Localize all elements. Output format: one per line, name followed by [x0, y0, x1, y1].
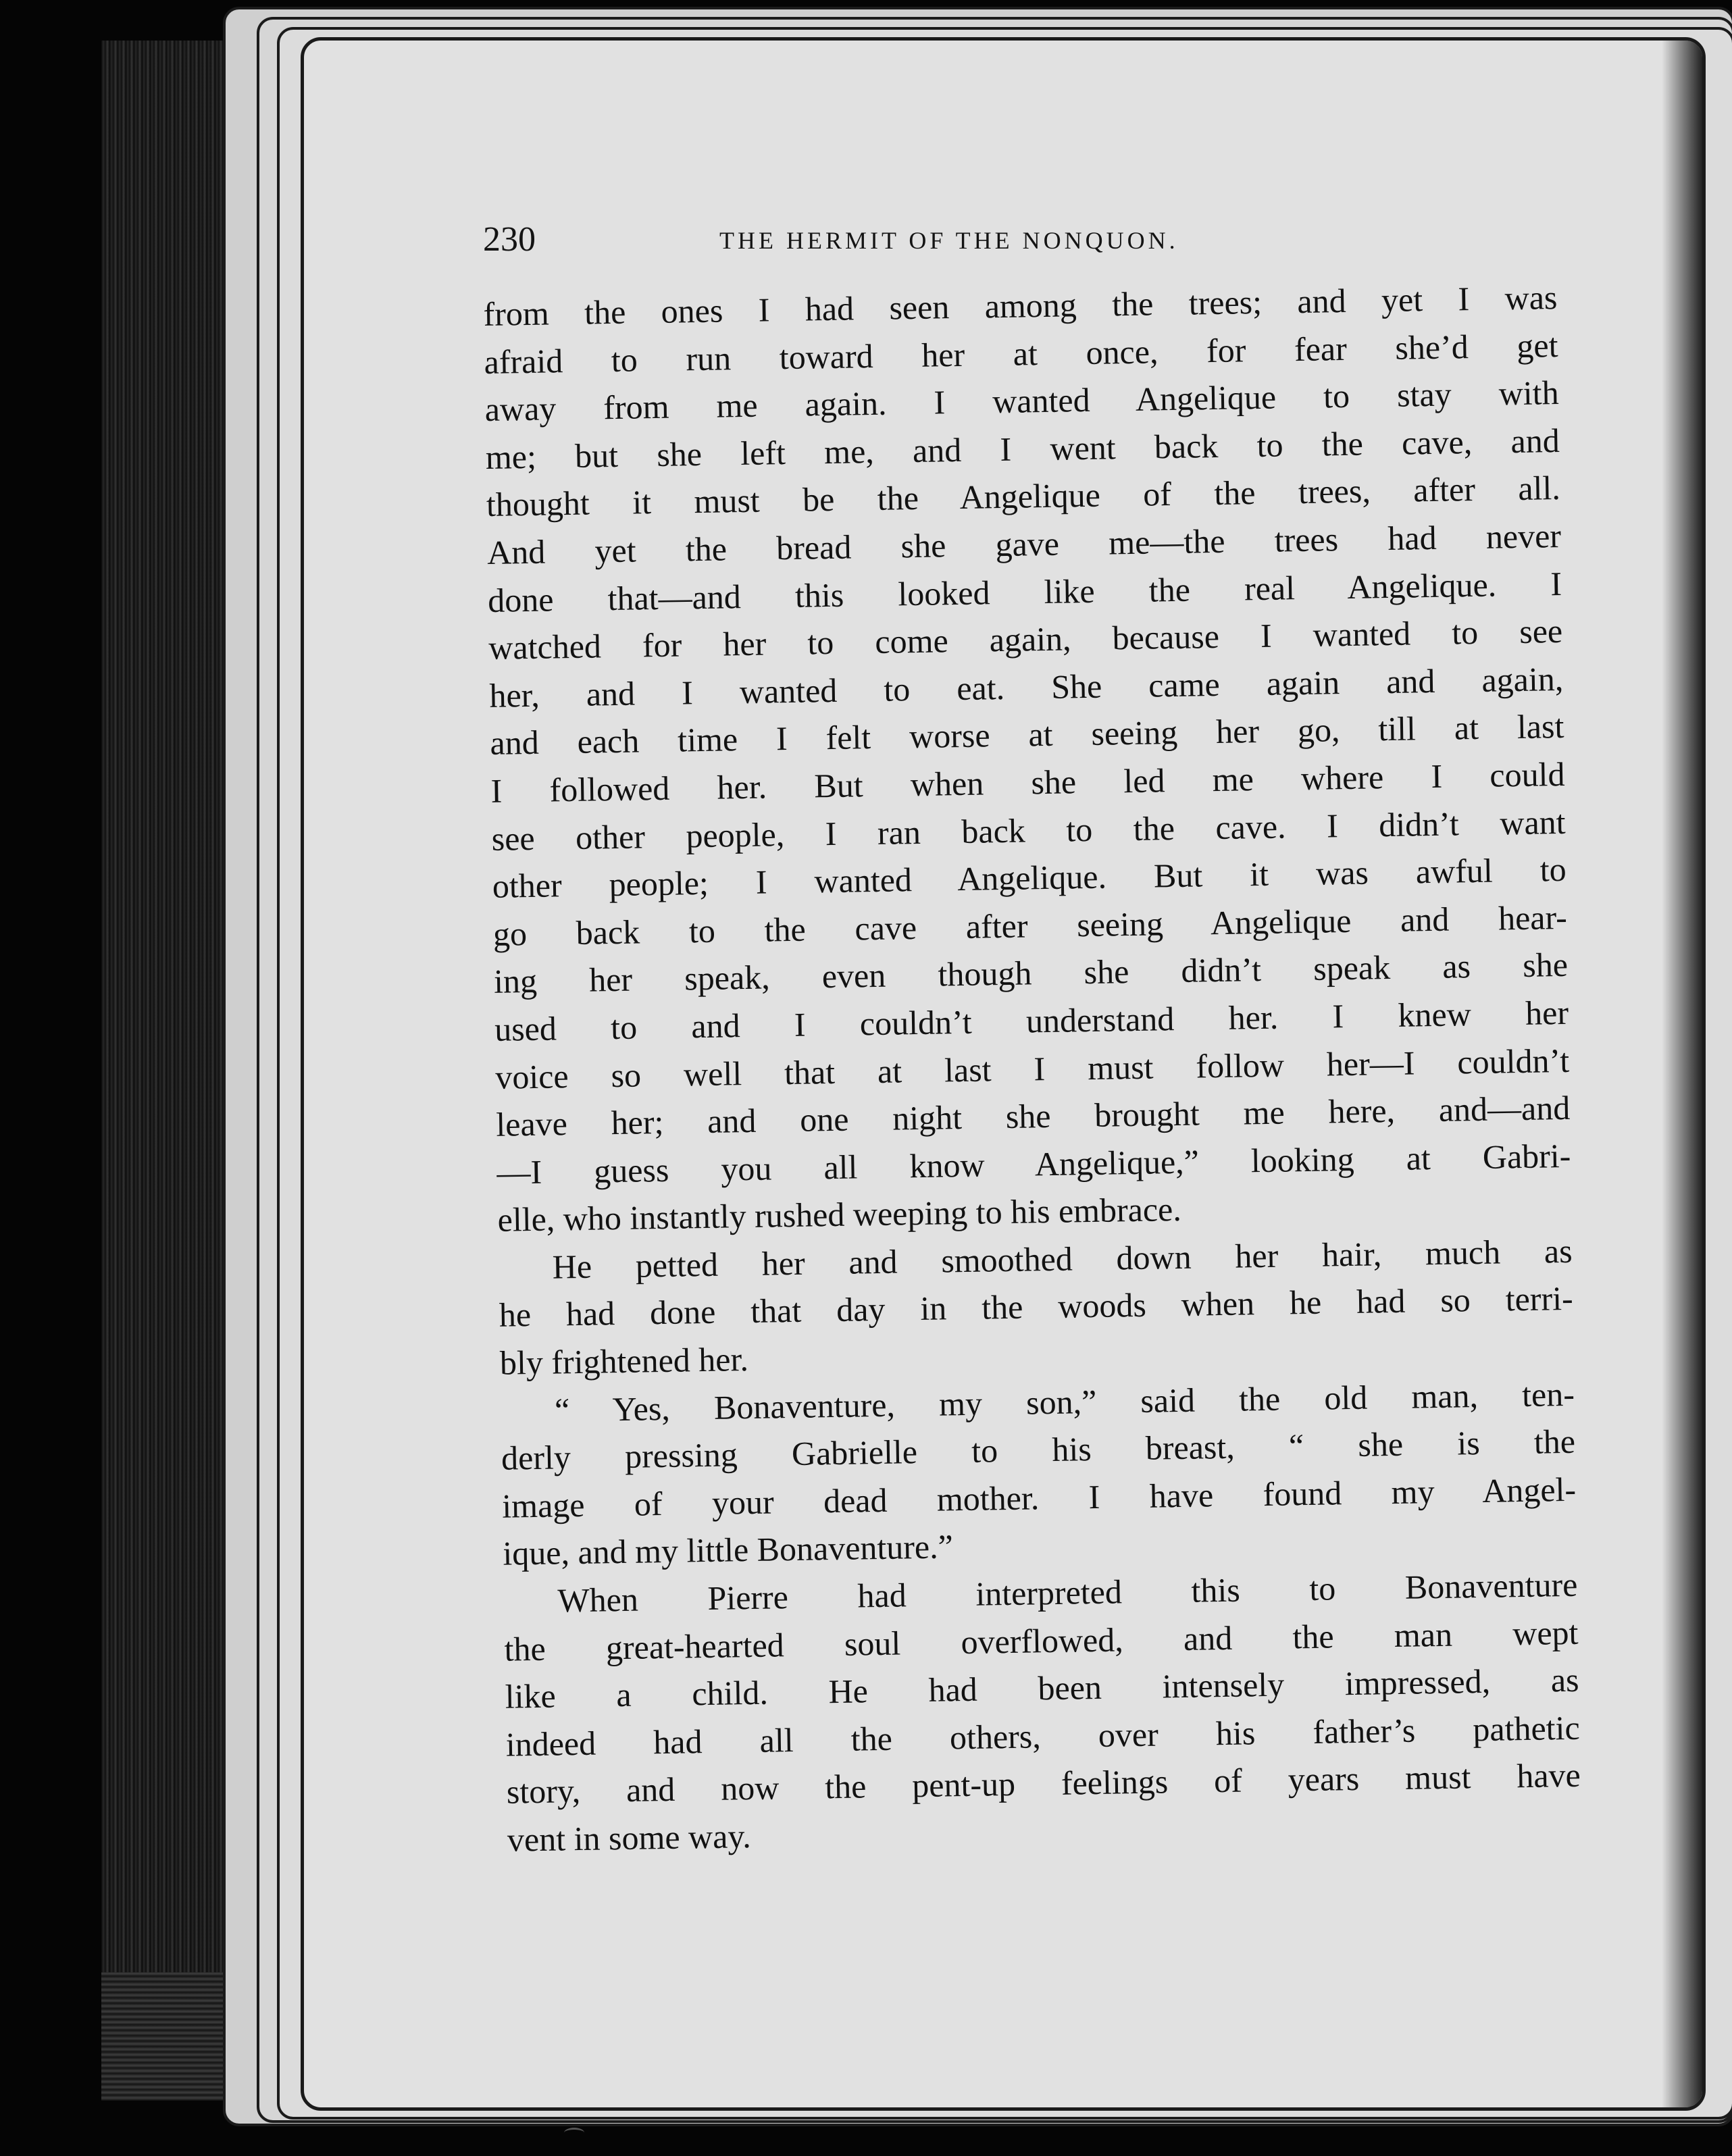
running-head — [483, 213, 1645, 267]
text-line: the great-hearted soul overflowed, and the man wept — [504, 1613, 1579, 1668]
text-line: When Pierre had interpreted this to Bonaventure — [557, 1565, 1578, 1620]
text-line: bly frightened her. — [499, 1340, 749, 1382]
text-line: And yet the bread she gave me—the trees had never — [486, 516, 1562, 571]
text-line: “ Yes, Bonaventure, my son,” said the old man, ten- — [554, 1375, 1575, 1429]
text-line: me; but she left me, and I went back to the cave, and — [485, 421, 1560, 476]
text-line: derly pressing Gabrielle to his breast, “ she is the — [501, 1422, 1576, 1478]
text-line: ing her speak, even though she didn’t speak as she — [493, 946, 1569, 1001]
text-line: elle, who instantly rushed weeping to his embrace. — [497, 1190, 1182, 1239]
bottom-smudge-mark — [564, 2128, 584, 2138]
text-line: ique, and my little Bonaventure.” — [502, 1527, 954, 1573]
running-title: THE HERMIT OF THE NONQUON. — [719, 227, 1179, 254]
text-line: story, and now the pent-up feelings of years must have — [506, 1756, 1581, 1812]
text-line: and each time I felt worse at seeing her go, till at last — [490, 707, 1564, 763]
text-line: see other people, I ran back to the cave. I didn’t want — [491, 802, 1566, 858]
paragraph — [501, 1370, 1577, 1577]
text-line: indeed had all the others, over his father’s pathetic — [505, 1708, 1581, 1764]
text-line: leave her; and one night she brought me here, and—and — [495, 1088, 1571, 1144]
text-line: afraid to run toward her at once, for fear she’d get — [484, 326, 1558, 381]
text-line: like a child. He had been intensely impressed, as — [505, 1660, 1579, 1716]
page-number: 230 — [483, 220, 536, 259]
text-line: He petted her and smoothed down her hair, much as — [552, 1231, 1573, 1286]
paragraph — [483, 274, 1572, 1244]
book-page — [301, 37, 1706, 2111]
text-line: vent in some way. — [507, 1817, 752, 1859]
text-line: voice so well that at last I must follow her—I couldn’t — [494, 1041, 1570, 1096]
text-line: from the ones I had seen among the trees; and yet I was — [483, 278, 1558, 333]
text-line: go back to the cave after seeing Angelique and hear- — [492, 898, 1568, 953]
text-line: her, and I wanted to eat. She came again and again, — [488, 659, 1564, 715]
text-line: —I guess you all know Angelique,” looking at Gabri- — [496, 1136, 1571, 1191]
text-line: image of your dead mother. I have found my Angel- — [501, 1470, 1577, 1525]
text-line: he had done that day in the woods when he had so terri- — [499, 1279, 1574, 1335]
paragraph — [503, 1561, 1581, 1864]
body-text — [483, 274, 1581, 1864]
text-line: thought it must be the Angelique of the trees, after all. — [486, 469, 1561, 524]
text-line: used to and I couldn’t understand her. I knew her — [494, 993, 1569, 1048]
text-line: I followed her. But when she led me where I could — [490, 754, 1565, 810]
text-line: watched for her to come again, because I wanted to see — [488, 612, 1563, 667]
text-line: other people; I wanted Angelique. But it was awful to — [492, 850, 1567, 906]
page-gutter-shadow — [1662, 41, 1702, 2107]
text-line: away from me again. I wanted Angelique to stay with — [484, 374, 1560, 429]
text-line: done that—and this looked like the real Angelique. I — [487, 564, 1562, 619]
paragraph — [498, 1227, 1574, 1387]
